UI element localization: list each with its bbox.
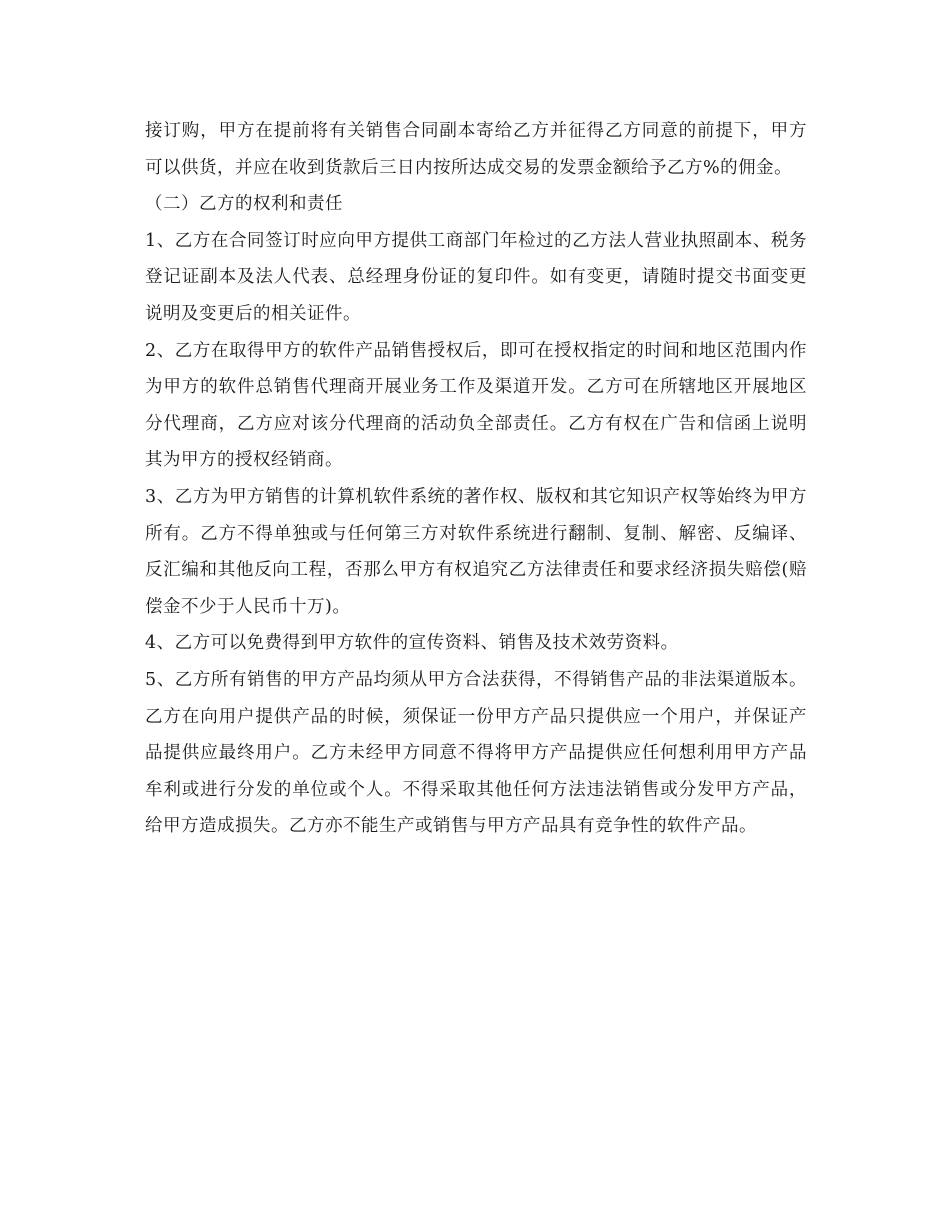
document-body [145, 113, 807, 845]
paragraph-clause-3: 3、乙方为甲方销售的计算机软件系统的著作权、版权和其它知识产权等始终为甲方所有。乙方不得单独或与任何第三方对软件系统进行翻制、复制、解密、反编译、反汇编和其他反向工程，否那么甲方有权追究乙方法律责任和要求经济损失赔偿(赔偿金不少于人民币十万)。 [145, 486, 807, 617]
paragraph-clause-1: 1、乙方在合同签订时应向甲方提供工商部门年检过的乙方法人营业执照副本、税务登记证副本及法人代表、总经理身份证的复印件。如有变更，请随时提交书面变更说明及变更后的相关证件。 [145, 230, 807, 324]
paragraph-clause-2: 2、乙方在取得甲方的软件产品销售授权后，即可在授权指定的时间和地区范围内作为甲方的软件总销售代理商开展业务工作及渠道开发。乙方可在所辖地区开展地区分代理商，乙方应对该分代理商的活动负全部责任。乙方有权在广告和信函上说明其为甲方的授权经销商。 [145, 340, 807, 471]
paragraph-clause-4: 4、乙方可以免费得到甲方软件的宣传资料、销售及技术效劳资料。 [145, 633, 679, 654]
paragraph-clause-5: 5、乙方所有销售的甲方产品均须从甲方合法获得，不得销售产品的非法渠道版本。乙方在向用户提供产品的时候，须保证一份甲方产品只提供应一个用户，并保证产品提供应最终用户。乙方未经甲方同意不得将甲方产品提供应任何想利用甲方产品牟利或进行分发的单位或个人。不得采取其他任何方法违法销售或分发甲方产品，给甲方造成损失。乙方亦不能生产或销售与甲方产品具有竞争性的软件产品。 [145, 669, 807, 837]
paragraph-commission: 接订购，甲方在提前将有关销售合同副本寄给乙方并征得乙方同意的前提下，甲方可以供货，并应在收到货款后三日内按所达成交易的发票金额给予乙方%的佣金。 [145, 121, 807, 178]
section-heading-party-b-rights: （二）乙方的权利和责任 [145, 194, 343, 215]
